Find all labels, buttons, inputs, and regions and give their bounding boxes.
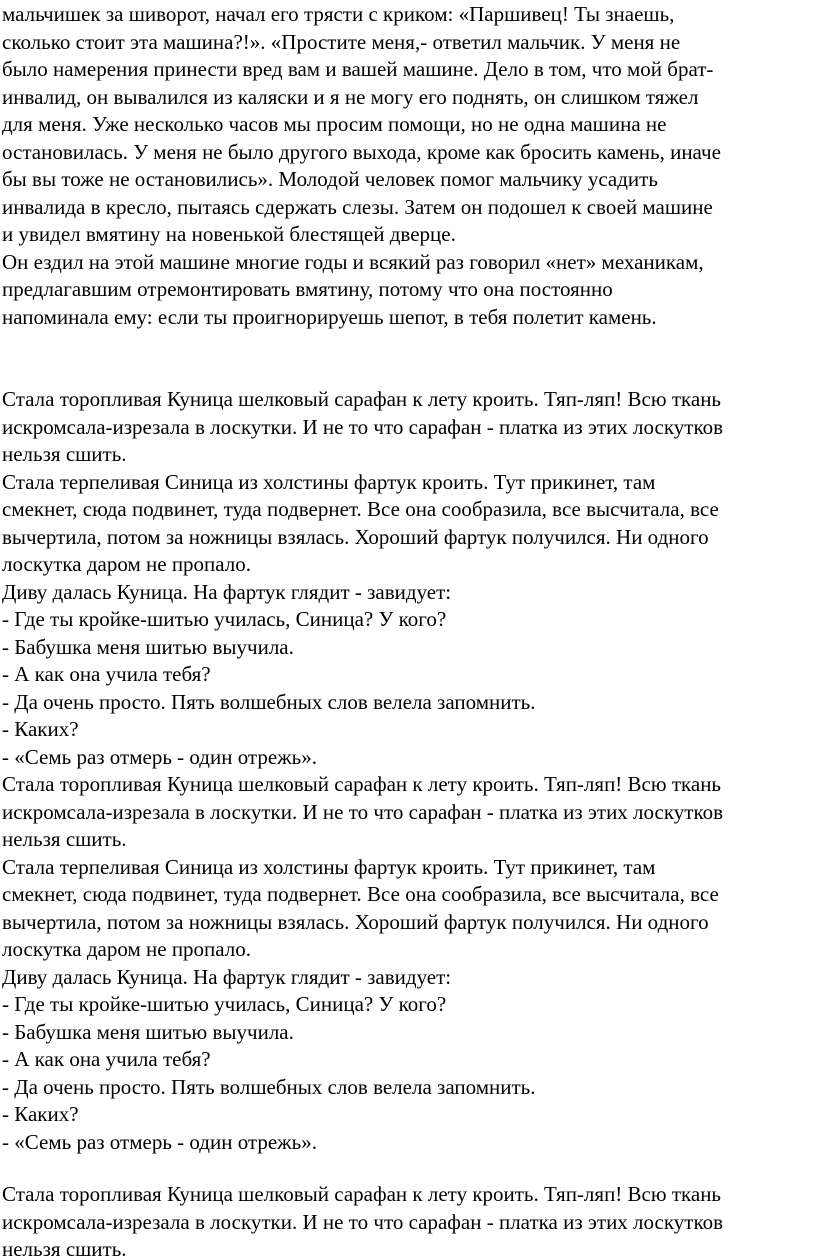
text-line: - Где ты кройке-шитью училась, Синица? У кого? [2, 992, 447, 1016]
text-line: нельзя сшить. [2, 1237, 127, 1260]
text-line: бы вы тоже не остановились». Молодой человек помог мальчику усадить [2, 167, 658, 191]
text-line: для меня. Уже несколько часов мы просим помощи, но не одна машина не [2, 112, 667, 136]
text-line: - Каких? [2, 717, 79, 741]
text-line: было намерения принести вред вам и вашей машине. Дело в том, что мой брат- [2, 57, 714, 81]
text-line: - «Семь раз отмерь - один отрежь». [2, 745, 318, 769]
text-line: вычертила, потом за ножницы взялась. Хороший фартук получился. Ни одного [2, 525, 709, 549]
text-line: смекнет, сюда подвинет, туда подвернет. Все она сообразила, все высчитала, все [2, 497, 719, 521]
text-line: инвалида в кресло, пытаясь сдержать слезы. Затем он подошел к своей машине [2, 195, 713, 219]
text-line: - Бабушка меня шитью выучила. [2, 1020, 294, 1044]
text-line: - Бабушка меня шитью выучила. [2, 635, 294, 659]
text-line: Он ездил на этой машине многие годы и всякий раз говорил «нет» механикам, [2, 250, 704, 274]
text-line: инвалид, он вывалился из каляски и я не могу его поднять, он слишком тяжел [2, 85, 699, 109]
text-line: нельзя сшить. [2, 827, 127, 851]
text-line: Стала торопливая Куница шелковый сарафан к лету кроить. Тяп-ляп! Всю ткань [2, 387, 722, 411]
text-line: искромсала-изрезала в лоскутки. И не то что сарафан - платка из этих лоскутков [2, 800, 724, 824]
text-line: и увидел вмятину на новенькой блестящей дверце. [2, 222, 456, 246]
text-line: - «Семь раз отмерь - один отрежь». [2, 1130, 318, 1154]
text-line: мальчишек за шиворот, начал его трясти с криком: «Паршивец! Ты знаешь, [2, 2, 675, 26]
text-line: - Да очень просто. Пять волшебных слов велела запомнить. [2, 1075, 536, 1099]
text-line: сколько стоит эта машина?!». «Простите меня,- ответил мальчик. У меня не [2, 30, 681, 54]
text-line: - А как она учила тебя? [2, 1047, 211, 1071]
text-line: вычертила, потом за ножницы взялась. Хороший фартук получился. Ни одного [2, 910, 709, 934]
text-line: Стала терпеливая Синица из холстины фартук кроить. Тут прикинет, там [2, 470, 656, 494]
text-line: Стала торопливая Куница шелковый сарафан к лету кроить. Тяп-ляп! Всю ткань [2, 772, 722, 796]
text-line: Диву далась Куница. На фартук глядит - завидует: [2, 580, 452, 604]
text-line: Диву далась Куница. На фартук глядит - завидует: [2, 965, 452, 989]
text-line: предлагавшим отремонтировать вмятину, потому что она постоянно [2, 277, 613, 301]
text-line: - Да очень просто. Пять волшебных слов велела запомнить. [2, 690, 536, 714]
text-line: смекнет, сюда подвинет, туда подвернет. Все она сообразила, все высчитала, все [2, 882, 719, 906]
text-line: искромсала-изрезала в лоскутки. И не то что сарафан - платка из этих лоскутков [2, 1210, 724, 1234]
text-line: остановилась. У меня не было другого выхода, кроме как бросить камень, иначе [2, 140, 721, 164]
text-line: напоминала ему: если ты проигнорируешь шепот, в тебя полетит камень. [2, 305, 657, 329]
text-line: искромсала-изрезала в лоскутки. И не то что сарафан - платка из этих лоскутков [2, 415, 724, 439]
text-line: нельзя сшить. [2, 442, 127, 466]
text-line: - Каких? [2, 1102, 79, 1126]
text-line: - Где ты кройке-шитью училась, Синица? У кого? [2, 607, 447, 631]
text-line: - А как она учила тебя? [2, 662, 211, 686]
text-line: Стала терпеливая Синица из холстины фартук кроить. Тут прикинет, там [2, 855, 656, 879]
text-line: Стала торопливая Куница шелковый сарафан к лету кроить. Тяп-ляп! Всю ткань [2, 1182, 722, 1206]
text-line: лоскутка даром не пропало. [2, 937, 252, 961]
text-line: лоскутка даром не пропало. [2, 552, 252, 576]
